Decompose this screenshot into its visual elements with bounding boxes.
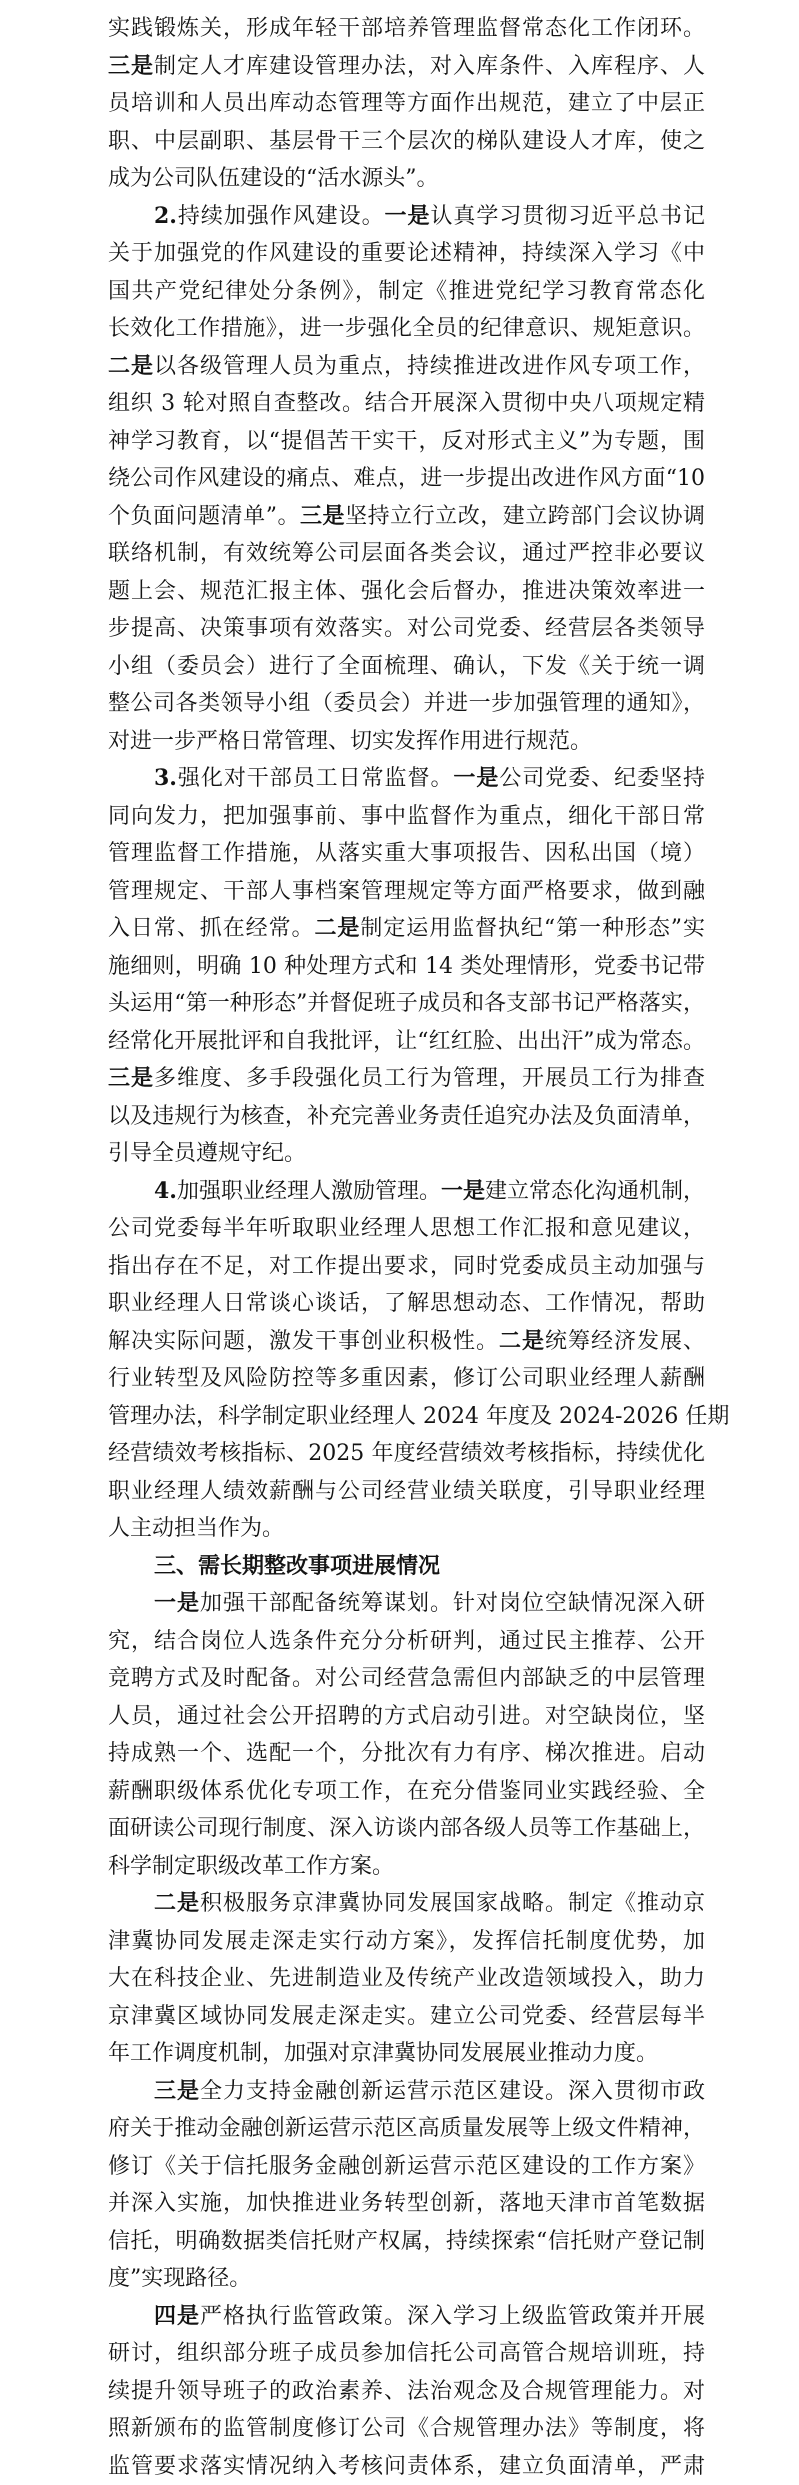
text-line [108, 1885, 705, 1923]
text-line [108, 985, 705, 1023]
text-run: 头运用“第一种形态”并督促班子成员和各支部书记严格落实， [108, 991, 705, 1016]
text-line [108, 2035, 705, 2073]
bold-lead-text: 3. [154, 765, 177, 791]
text-run: 照新颁布的监管制度修订公司《合规管理办法》等制度，将 [108, 2416, 705, 2441]
text-run: 京津冀区域协同发展走深走实。建立公司党委、经营层每半 [108, 2004, 705, 2029]
text-line [108, 2335, 705, 2373]
paragraph [108, 760, 705, 1173]
text-line [108, 198, 705, 236]
text-line [108, 1398, 705, 1436]
text-run: 成为公司队伍建设的“活水源头”。 [108, 166, 439, 191]
text-line [108, 48, 705, 86]
text-line [108, 1360, 705, 1398]
text-line [108, 1023, 705, 1061]
text-run: 修订《关于信托服务金融创新运营示范区建设的工作方案》 [108, 2154, 705, 2179]
text-run: 神学习教育，以“提倡苦干实干，反对形式主义”为专题，围 [108, 429, 705, 454]
text-run: 公司党委、纪委坚持 [499, 766, 705, 791]
text-line [108, 835, 705, 873]
text-line [108, 873, 705, 911]
text-line [108, 2373, 705, 2411]
text-run: 大在科技企业、先进制造业及传统产业改造领域投入，助力 [108, 1966, 705, 1991]
paragraph [108, 2073, 705, 2298]
text-run: 管理规定、干部人事档案管理规定等方面严格要求，做到融 [108, 879, 705, 904]
text-run: 国共产党纪律处分条例》，制定《推进党纪学习教育常态化 [108, 279, 705, 304]
bold-lead-text: 三是 [108, 53, 154, 79]
paragraph [108, 1585, 705, 1885]
text-line [108, 648, 705, 686]
bold-lead-text: 三是 [108, 1065, 154, 1091]
text-line [108, 2185, 705, 2223]
text-line [108, 310, 705, 348]
text-run: 小组（委员会）进行了全面梳理、确认，下发《关于统一调 [108, 654, 705, 679]
bold-lead-text: 一是 [385, 203, 431, 229]
text-line [108, 498, 705, 536]
text-run: 人主动担当作为。 [108, 1516, 284, 1541]
text-line [108, 1585, 705, 1623]
text-line [108, 1285, 705, 1323]
text-line [108, 160, 705, 198]
text-run: 津冀协同发展走深走实行动方案》，发挥信托制度优势，加 [108, 1929, 705, 1954]
text-run: 管理监督工作措施，从落实重大事项报告、因私出国（境） [108, 841, 705, 866]
text-run: 多维度、多手段强化员工行为管理，开展员工行为排查 [154, 1066, 705, 1091]
text-run: 绕公司作风建设的痛点、难点，进一步提出改进作风方面“10 [108, 466, 705, 491]
text-run: 步提高、决策事项有效落实。对公司党委、经营层各类领导 [108, 616, 705, 641]
bold-lead-text: 一是 [453, 765, 499, 791]
text-line [108, 10, 705, 48]
text-line [108, 1660, 705, 1698]
bold-lead-text: 四是 [154, 2303, 200, 2329]
text-line [108, 348, 705, 386]
text-run: 究，结合岗位人选条件充分分析研判，通过民主推荐、公开 [108, 1629, 705, 1654]
text-line [108, 2298, 705, 2336]
text-run: 指出存在不足，对工作提出要求，同时党委成员主动加强与 [108, 1254, 705, 1279]
text-line [108, 760, 705, 798]
text-run: 竞聘方式及时配备。对公司经营急需但内部缺乏的中层管理 [108, 1666, 705, 1691]
text-run: 全力支持金融创新运营示范区建设。深入贯彻市政 [200, 2079, 705, 2104]
paragraph [108, 2298, 705, 2485]
text-run: 以各级管理人员为重点，持续推进改进作风专项工作， [154, 354, 705, 379]
text-run: 积极服务京津冀协同发展国家战略。制定《推动京 [200, 1891, 705, 1916]
text-run: 坚持立行立改，建立跨部门会议协调 [345, 504, 705, 529]
text-line [108, 1623, 705, 1661]
text-line [108, 273, 705, 311]
text-run: 同向发力，把加强事前、事中监督作为重点，细化干部日常 [108, 804, 705, 829]
text-run: 制定人才库建设管理办法，对入库条件、入库程序、人 [154, 54, 705, 79]
text-run: 实践锻炼关，形成年轻干部培养管理监督常态化工作闭环。 [108, 16, 705, 41]
text-run: 建立常态化沟通机制， [485, 1179, 705, 1204]
bold-lead-text: 二是 [499, 1328, 545, 1354]
text-run: 加强职业经理人激励管理。 [177, 1179, 441, 1204]
text-run: 职、中层副职、基层骨干三个层次的梯队建设人才库，使之 [108, 129, 705, 154]
section-heading [108, 1548, 705, 1586]
text-run: 组织 3 轮对照自查整改。结合开展深入贯彻中央八项规定精 [108, 391, 705, 416]
text-run: 入日常、抓在经常。 [108, 916, 314, 941]
text-line [108, 460, 705, 498]
text-run: 并深入实施，加快推进业务转型创新，落地天津市首笔数据 [108, 2191, 705, 2216]
text-run: 经常化开展批评和自我批评，让“红红脸、出出汗”成为常态。 [108, 1029, 705, 1054]
text-line [108, 2148, 705, 2186]
text-line [108, 573, 705, 611]
text-run: 长效化工作措施》，进一步强化全员的纪律意识、规矩意识。 [108, 316, 705, 341]
text-line [108, 685, 705, 723]
bold-lead-text: 三是 [300, 503, 345, 529]
text-run: 强化对干部员工日常监督。 [177, 766, 453, 791]
text-line [108, 1210, 705, 1248]
text-run: 严格执行监管政策。深入学习上级监管政策并开展 [200, 2304, 705, 2329]
text-run: 续提升领导班子的政治素养、法治观念及合规管理能力。对 [108, 2379, 705, 2404]
text-line [108, 1473, 705, 1511]
text-line [108, 535, 705, 573]
bold-lead-text: 一是 [154, 1590, 200, 1616]
text-line [108, 1998, 705, 2036]
text-line [108, 2073, 705, 2111]
text-run: 薪酬职级体系优化专项工作，在充分借鉴同业实践经验、全 [108, 1779, 705, 1804]
text-line [108, 2448, 705, 2485]
text-run: 个负面问题清单”。 [108, 504, 300, 529]
paragraph [108, 10, 705, 198]
text-line [108, 910, 705, 948]
text-run: 年工作调度机制，加强对京津冀协同发展展业推动力度。 [108, 2041, 658, 2066]
text-run: 人员，通过社会公开招聘的方式启动引进。对空缺岗位，坚 [108, 1704, 705, 1729]
text-line [108, 948, 705, 986]
text-line [108, 85, 705, 123]
text-line [108, 1735, 705, 1773]
text-line [108, 1698, 705, 1736]
text-run: 持成熟一个、选配一个，分批次有力有序、梯次推进。启动 [108, 1741, 705, 1766]
bold-lead-text: 二是 [154, 1890, 200, 1916]
text-line [108, 723, 705, 761]
text-run: 制定运用监督执纪“第一种形态”实 [360, 916, 705, 941]
bold-lead-text: 二是 [314, 915, 360, 941]
text-run: 题上会、规范汇报主体、强化会后督办，推进决策效率进一 [108, 579, 705, 604]
text-line [108, 235, 705, 273]
text-line [108, 1848, 705, 1886]
text-run: 府关于推动金融创新运营示范区高质量发展等上级文件精神， [108, 2116, 705, 2141]
text-run: 度”实现路径。 [108, 2266, 251, 2291]
text-run: 引导全员遵规守纪。 [108, 1141, 306, 1166]
text-line [108, 123, 705, 161]
bold-lead-text: 二是 [108, 353, 154, 379]
text-run: 统筹经济发展、 [545, 1329, 705, 1354]
text-line [108, 610, 705, 648]
text-line [108, 1923, 705, 1961]
text-line [108, 423, 705, 461]
text-line [108, 2110, 705, 2148]
text-run: 解决实际问题，激发干事创业积极性。 [108, 1329, 499, 1354]
text-line [108, 1098, 705, 1136]
text-line [108, 1173, 705, 1211]
text-run: 监管要求落实情况纳入考核问责体系，建立负面清单，严肃 [108, 2454, 705, 2479]
text-run: 对进一步严格日常管理、切实发挥作用进行规范。 [108, 729, 592, 754]
text-run: 三、需长期整改事项进展情况 [154, 1554, 440, 1579]
bold-lead-text: 三是 [154, 2078, 200, 2104]
text-line [108, 1548, 705, 1586]
text-run: 信托，明确数据类信托财产权属，持续探索“信托财产登记制 [108, 2229, 705, 2254]
text-run: 职业经理人日常谈心谈话，了解思想动态、工作情况，帮助 [108, 1291, 705, 1316]
text-run: 面研读公司现行制度、深入访谈内部各级人员等工作基础上， [108, 1816, 705, 1841]
text-run: 行业转型及风险防控等多重因素，修订公司职业经理人薪酬 [108, 1366, 705, 1391]
text-run: 管理办法，科学制定职业经理人 2024 年度及 2024-2026 任期 [108, 1404, 729, 1429]
text-run: 联络机制，有效统筹公司层面各类会议，通过严控非必要议 [108, 541, 705, 566]
text-run: 施细则，明确 10 种处理方式和 14 类处理情形，党委书记带 [108, 954, 705, 979]
text-run: 科学制定职级改革工作方案。 [108, 1854, 394, 1879]
text-line [108, 1510, 705, 1548]
text-line [108, 1248, 705, 1286]
text-run: 员培训和人员出库动态管理等方面作出规范，建立了中层正 [108, 91, 705, 116]
bold-lead-text: 4. [154, 1178, 177, 1204]
text-line [108, 1435, 705, 1473]
text-run: 公司党委每半年听取职业经理人思想工作汇报和意见建议， [108, 1216, 705, 1241]
text-run: 经营绩效考核指标、2025 年度经营绩效考核指标，持续优化 [108, 1441, 705, 1466]
paragraph [108, 1885, 705, 2073]
text-run: 以及违规行为核查，补充完善业务责任追究办法及负面清单， [108, 1104, 705, 1129]
text-line [108, 1960, 705, 1998]
text-line [108, 1323, 705, 1361]
paragraph [108, 1173, 705, 1548]
text-run: 加强干部配备统筹谋划。针对岗位空缺情况深入研 [200, 1591, 705, 1616]
text-line [108, 798, 705, 836]
text-line [108, 1810, 705, 1848]
text-run: 认真学习贯彻习近平总书记 [430, 204, 705, 229]
text-line [108, 2410, 705, 2448]
text-line [108, 2260, 705, 2298]
text-run: 整公司各类领导小组（委员会）并进一步加强管理的通知》， [108, 691, 705, 716]
text-run: 关于加强党的作风建设的重要论述精神，持续深入学习《中 [108, 241, 705, 266]
text-line [108, 1773, 705, 1811]
text-run: 持续加强作风建设。 [177, 204, 385, 229]
bold-lead-text: 2. [154, 203, 177, 229]
text-run: 研讨，组织部分班子成员参加信托公司高管合规培训班，持 [108, 2341, 705, 2366]
document-body [108, 10, 705, 2485]
bold-lead-text: 一是 [441, 1178, 485, 1204]
text-line [108, 1135, 705, 1173]
text-line [108, 1060, 705, 1098]
text-line [108, 385, 705, 423]
paragraph [108, 198, 705, 761]
text-run: 职业经理人绩效薪酬与公司经营业绩关联度，引导职业经理 [108, 1479, 705, 1504]
text-line [108, 2223, 705, 2261]
